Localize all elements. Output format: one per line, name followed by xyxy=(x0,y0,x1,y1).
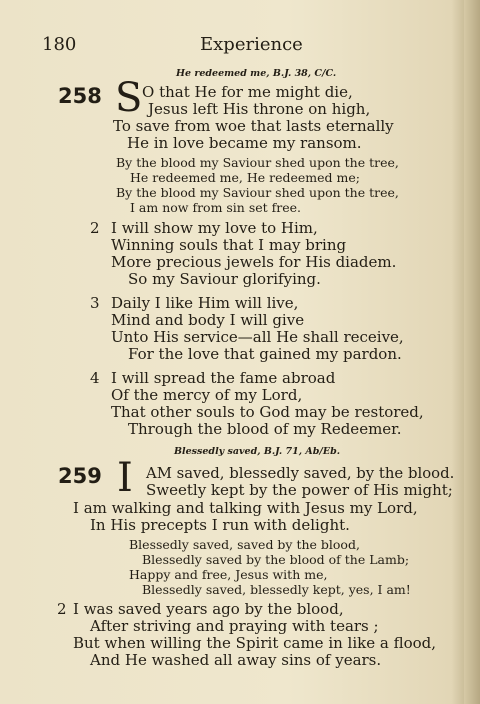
hymn-259-v2-line-4: And He washed all away sins of years. xyxy=(90,651,382,669)
hymn-258-verse-4-number: 4 xyxy=(90,369,100,387)
hymn-259-verse-2-number: 2 xyxy=(57,600,67,618)
hymn-258-v1-line-3: To save from woe that lasts eternally xyxy=(113,117,394,135)
hymn-258-verse-2-number: 2 xyxy=(90,219,100,237)
hymn-259-chorus-line-1: Blessedly saved, saved by the blood, xyxy=(129,537,360,552)
hymn-258-v4-line-3: That other souls to God may be restored, xyxy=(111,403,424,421)
hymn-259-v1-line-2: Sweetly kept by the power of His might; xyxy=(146,481,453,499)
hymn-258-v2-line-2: Winning souls that I may bring xyxy=(111,236,347,254)
page-gutter xyxy=(464,0,480,704)
hymn-258-v3-line-2: Mind and body I will give xyxy=(111,311,305,329)
hymn-259-chorus-line-3: Happy and free, Jesus with me, xyxy=(129,567,328,582)
hymn-258-v4-line-1: I will spread the fame abroad xyxy=(111,369,336,387)
hymn-259-chorus-line-4: Blessedly saved, blessedly kept, yes, I am! xyxy=(142,582,411,597)
hymn-259-v1-line-1: AM saved, blessedly saved, by the blood. xyxy=(146,464,455,482)
hymn-258-v4-line-2: Of the mercy of my Lord, xyxy=(111,386,303,404)
section-title: Experience xyxy=(200,34,303,55)
hymn-258-chorus-line-3: By the blood my Saviour shed upon the tree, xyxy=(116,185,399,200)
hymn-259-chorus-line-2: Blessedly saved by the blood of the Lamb; xyxy=(142,552,410,567)
hymn-258-v3-line-3: Unto His service—all He shall receive, xyxy=(111,328,404,346)
hymn-258-v2-line-3: More precious jewels for His diadem. xyxy=(111,253,397,271)
hymn-258-number: 258 xyxy=(58,84,102,108)
hymn-258-v2-line-4: So my Saviour glorifying. xyxy=(128,270,321,288)
hymn-258-v1-line-1: O that He for me might die, xyxy=(142,83,353,101)
hymn-258-v3-line-4: For the love that gained my pardon. xyxy=(128,345,402,363)
hymn-258-chorus-line-1: By the blood my Saviour shed upon the tree, xyxy=(116,155,399,170)
hymn-258-tune-info: He redeemed me, B.J. 38, C/C. xyxy=(176,68,337,79)
hymn-258-v2-line-1: I will show my love to Him, xyxy=(111,219,318,237)
hymn-258-chorus-line-2: He redeemed me, He redeemed me; xyxy=(130,170,360,185)
hymn-258-v4-line-4: Through the blood of my Redeemer. xyxy=(128,420,402,438)
hymn-258-v1-line-2: Jesus left His throne on high, xyxy=(148,100,371,118)
hymn-259-v2-line-2: After striving and praying with tears ; xyxy=(90,617,379,635)
hymn-259-v2-line-3: But when willing the Spirit came in like a flood, xyxy=(73,634,437,652)
hymn-258-verse-3-number: 3 xyxy=(90,294,100,312)
hymn-258-v1-line-4: He in love became my ransom. xyxy=(127,134,362,152)
hymn-258-chorus-line-4: I am now from sin set free. xyxy=(130,200,302,215)
hymn-259-v1-line-3: I am walking and talking with Jesus my Lord, xyxy=(73,499,418,517)
hymn-259-dropcap: I xyxy=(117,455,133,501)
page-number: 180 xyxy=(42,34,77,55)
hymn-259-v2-line-1: I was saved years ago by the blood, xyxy=(73,600,344,618)
hymn-259-v1-line-4: In His precepts I run with delight. xyxy=(90,516,350,534)
hymn-259-number: 259 xyxy=(58,464,102,488)
hymn-258-dropcap: S xyxy=(115,75,143,121)
hymn-258-v3-line-1: Daily I like Him will live, xyxy=(111,294,299,312)
hymn-259-tune-info: Blessedly saved, B.J. 71, Ab/Eb. xyxy=(174,446,341,457)
